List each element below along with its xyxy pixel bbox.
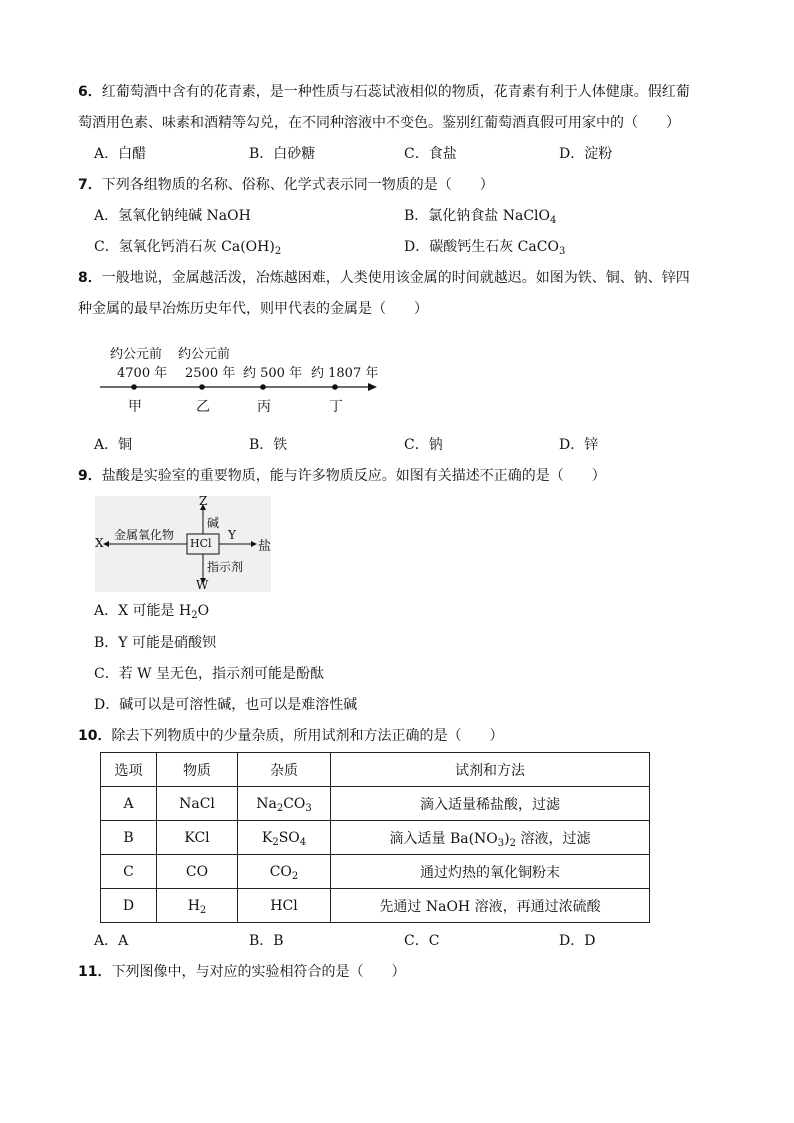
timeline-metal-label: 丁: [329, 399, 343, 415]
question-number: 7．: [78, 177, 102, 193]
table-cell-method: 先通过 NaOH 溶液，再通过浓硫酸: [331, 889, 650, 923]
timeline-year-label: 4700 年: [117, 366, 168, 381]
question-11: [78, 963, 405, 981]
option-a[interactable]: A．白醋: [94, 146, 147, 162]
diagram-arrows: [95, 496, 271, 592]
question-9: [78, 467, 606, 485]
timeline-year-label: 2500 年: [185, 366, 236, 381]
question-6-line-1: [78, 83, 690, 101]
timeline-point: [131, 384, 137, 390]
timeline-metal-label: 甲: [128, 399, 142, 415]
question-text: 下列图像中，与对应的实验相符合的是（ ）: [111, 964, 406, 980]
option-a[interactable]: A．氢氧化钠纯碱 NaOH: [94, 208, 251, 224]
diagram-salt-label: 盐: [258, 539, 272, 554]
table-row: [101, 821, 650, 855]
timeline-axis: [96, 378, 381, 398]
table-cell-impurity: $Na_2CO_3$: [238, 787, 331, 821]
question-text: 盐酸是实验室的重要物质，能与许多物质反应。如图有关描述不正确的是（ ）: [101, 468, 606, 484]
option-c[interactable]: C．C: [404, 933, 440, 949]
question-10: [78, 727, 503, 745]
table-cell-impurity: $K_2SO_4$: [238, 821, 331, 855]
question-number: 6．: [78, 84, 102, 100]
table-cell-substance: KCl: [157, 821, 238, 855]
table-cell-substance: NaCl: [157, 787, 238, 821]
option-b[interactable]: B．铁: [249, 437, 288, 453]
table-header-row: [101, 753, 650, 787]
timeline-point: [260, 384, 266, 390]
table-header-cell: 物质: [157, 753, 238, 787]
option-d[interactable]: D．D: [559, 933, 596, 949]
diagram-base-label: 碱: [207, 516, 220, 530]
question-number: 9．: [78, 468, 102, 484]
diagram-z: Z: [199, 494, 208, 508]
timeline-metal-label: 丙: [257, 399, 271, 415]
option-d[interactable]: D．碳酸钙生石灰 CaCO$_3$: [404, 239, 566, 257]
question-8-line-1: [78, 269, 690, 287]
option-d[interactable]: D．碱可以是可溶性碱，也可以是难溶性碱: [94, 697, 358, 713]
diagram-center-hcl: HCl: [190, 537, 212, 550]
question-text: 一般地说，金属越活泼，冶炼越困难，人类使用该金属的时间就越迟。如图为铁、铜、钠、锌四: [101, 270, 690, 286]
diagram-indicator-label: 指示剂: [207, 560, 244, 574]
question-text: 红葡萄酒中含有的花青素，是一种性质与石蕊试液相似的物质，花青素有利于人体健康。假红葡: [101, 84, 690, 100]
impurity-removal-table: [100, 752, 650, 923]
table-header-cell: 选项: [101, 753, 157, 787]
table-row: [101, 787, 650, 821]
table-cell-option: A: [101, 787, 157, 821]
option-c[interactable]: C．若 W 呈无色，指示剂可能是酚酞: [94, 666, 325, 682]
option-a[interactable]: A．A: [94, 933, 129, 949]
option-d[interactable]: D．淀粉: [559, 146, 613, 162]
question-number: 10．: [78, 728, 112, 744]
option-c[interactable]: C．氢氧化钙消石灰 $Ca(OH)_2$: [94, 239, 282, 257]
option-a[interactable]: A．X 可能是 $H_2O$: [94, 603, 210, 621]
diagram-x: X: [95, 536, 104, 550]
table-row: [101, 855, 650, 889]
option-c[interactable]: C．食盐: [404, 146, 457, 162]
hcl-reaction-diagram: [95, 496, 271, 592]
table-cell-impurity: HCl: [238, 889, 331, 923]
table-cell-option: C: [101, 855, 157, 889]
table-cell-method: 滴入适量稀盐酸，过滤: [331, 787, 650, 821]
question-text: 除去下列物质中的少量杂质，所用试剂和方法正确的是（ ）: [111, 728, 504, 744]
timeline-point: [199, 384, 205, 390]
question-7: [78, 176, 494, 194]
table-cell-option: B: [101, 821, 157, 855]
table-cell-option: D: [101, 889, 157, 923]
timeline-year-label: 约 500 年: [243, 366, 303, 381]
timeline-metal-label: 乙: [196, 399, 210, 415]
option-a[interactable]: A．铜: [94, 437, 133, 453]
option-b[interactable]: B．Y 可能是硝酸钡: [94, 635, 216, 651]
option-b[interactable]: B．氯化钠食盐 NaClO$_4$: [404, 208, 557, 226]
option-d[interactable]: D．锌: [559, 437, 599, 453]
question-6-line-2: 萄酒用色素、味素和酒精等勾兑，在不同种溶液中不变色。鉴别红葡萄酒真假可用家中的（ ）: [78, 115, 680, 131]
option-b[interactable]: B．B: [249, 933, 284, 949]
diagram-metal-oxide-label: 金属氧化物: [114, 528, 175, 542]
table-cell-substance: $H_2$: [157, 889, 238, 923]
option-c[interactable]: C．钠: [404, 437, 443, 453]
question-number: 8．: [78, 270, 102, 286]
question-text: 下列各组物质的名称、俗称、化学式表示同一物质的是（ ）: [101, 177, 494, 193]
table-header-cell: 试剂和方法: [331, 753, 650, 787]
question-8-line-2: 种金属的最早冶炼历史年代，则甲代表的金属是（ ）: [78, 301, 428, 317]
table-cell-impurity: $CO_2$: [238, 855, 331, 889]
diagram-w: W: [196, 578, 209, 592]
table-cell-method: 通过灼热的氧化铜粉末: [331, 855, 650, 889]
option-b[interactable]: B．白砂糖: [249, 146, 316, 162]
timeline-point: [332, 384, 338, 390]
timeline-top-label: 约公元前: [178, 347, 231, 362]
diagram-y: Y: [228, 528, 236, 542]
timeline-top-label: 约公元前: [110, 347, 163, 362]
table-cell-method: 滴入适量 $Ba(NO_3)_2$ 溶液，过滤: [331, 821, 650, 855]
timeline-year-label: 约 1807 年: [311, 366, 379, 381]
table-row: [101, 889, 650, 923]
table-cell-substance: CO: [157, 855, 238, 889]
question-number: 11．: [78, 964, 112, 980]
table-header-cell: 杂质: [238, 753, 331, 787]
